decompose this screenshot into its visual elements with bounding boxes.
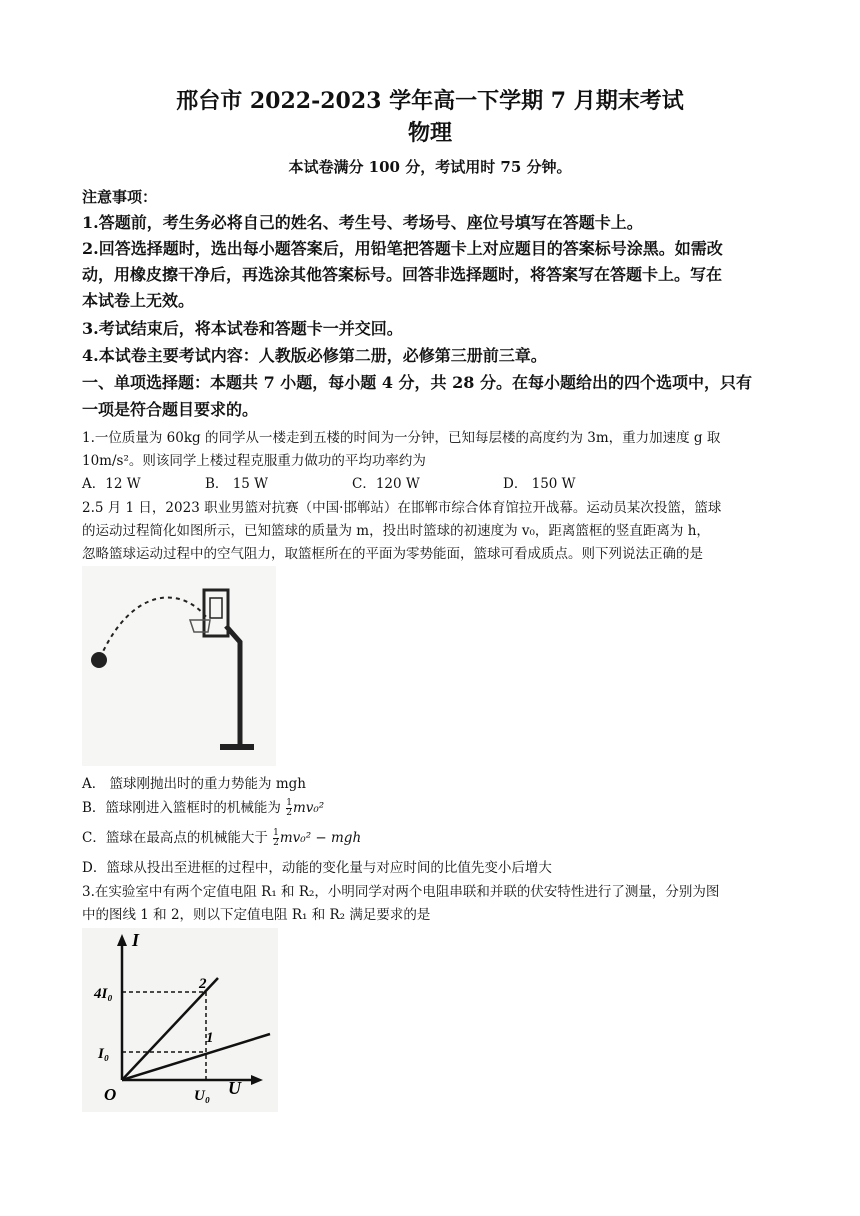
y-tick-i0: I₀ [98,1046,110,1062]
q2-option-c [82,826,361,848]
q2-option-d: D．篮球从投出至进框的过程中，动能的变化量与对应时间的比值先变小后增大 [82,860,552,876]
fraction-half: $\frac{1}{2}$ [286,798,292,818]
q2-stem-line1: 2.5 月 1 日，2023 职业男篮对抗赛（中国·邯郸站）在邯郸市综合体育馆拉开战幕。运动员某次投篮，篮球 [82,500,722,516]
origin-label: O [104,1085,117,1104]
backboard [204,590,228,636]
instruction-item-2-line3: 本试卷上无效。 [82,291,195,310]
q2-option-a: A． 篮球刚抛出时的重力势能为 mgh [82,776,306,792]
x-tick-u0: U₀ [194,1088,211,1104]
hoop-net [190,620,210,632]
line-2-label: 2 [199,976,207,992]
q1-option-b: B． 15 W [205,476,269,492]
q2-option-b-text: B．篮球刚进入篮框时的机械能为 [82,800,286,816]
instruction-item-2-line1: 2.回答选择题时，选出每小题答案后，用铅笔把答题卡上对应题目的答案标号涂黑。如需改 [82,239,723,258]
q2-option-c-expr: mv₀² − mgh [279,830,362,846]
trajectory-curve [100,598,207,658]
q1-option-a: A．12 W [82,476,141,492]
x-axis-label: U [228,1078,241,1098]
basketball-figure [82,566,276,766]
q1-option-c: C．120 W [352,476,420,492]
q1-option-d: D． 150 W [503,476,576,492]
q1-stem-line2: 10m/s²。则该同学上楼过程克服重力做功的平均功率约为 [82,453,426,469]
q2-option-b [82,796,324,818]
hoop-base [220,744,254,750]
fraction-half: $\frac{1}{2}$ [273,828,279,848]
instructions-heading: 注意事项： [82,188,158,206]
exam-title: 邢台市 2022-2023 学年高一下学期 7 月期末考试 [176,88,684,114]
q2-option-b-expr: mv₀² [292,800,325,816]
section1-line2: 一项是符合题目要求的。 [82,400,259,419]
iu-graph-figure [82,928,278,1112]
q3-stem-line1: 3.在实验室中有两个定值电阻 R₁ 和 R₂，小明同学对两个电阻串联和并联的伏安特性进行了测量，分别为图 [82,884,720,900]
q1-stem-line1: 1.一位质量为 60kg 的同学从一楼走到五楼的时间为一分钟，已知每层楼的高度约为 3m，重力加速度 g 取 [82,430,721,446]
line-1-label: 1 [206,1030,214,1046]
q2-stem-line3: 忽略篮球运动过程中的空气阻力，取篮框所在的平面为零势能面，篮球可看成质点。则下列说法正确的是 [82,546,703,562]
hoop-pole [226,626,240,746]
basketball-icon [91,652,107,668]
instruction-item-3: 3.考试结束后，将本试卷和答题卡一并交回。 [82,319,403,338]
subject-title: 物理 [407,120,452,146]
x-axis-arrow [251,1075,263,1085]
instruction-item-4: 4.本试卷主要考试内容：人教版必修第二册，必修第三册前三章。 [82,346,547,365]
exam-note: 本试卷满分 100 分，考试用时 75 分钟。 [288,158,572,176]
q2-stem-line2: 的运动过程简化如图所示，已知篮球的质量为 m，投出时篮球的初速度为 v₀，距离篮框的竖直距离为 h， [82,523,710,539]
q3-stem-line2: 中的图线 1 和 2，则以下定值电阻 R₁ 和 R₂ 满足要求的是 [82,907,431,923]
section1-line1: 一、单项选择题：本题共 7 小题，每小题 4 分，共 28 分。在每小题给出的四个选项中，只有 [82,373,752,392]
y-axis-arrow [117,934,127,946]
instruction-item-1: 1.答题前，考生务必将自己的姓名、考生号、考场号、座位号填写在答题卡上。 [82,213,643,232]
y-tick-4i0: 4I₀ [94,986,113,1002]
q2-option-c-text: C．篮球在最高点的机械能大于 [82,830,273,846]
instruction-item-2-line2: 动，用橡皮擦干净后，再选涂其他答案标号。回答非选择题时，将答案写在答题卡上。写在 [82,265,723,284]
y-axis-label: I [132,930,140,950]
